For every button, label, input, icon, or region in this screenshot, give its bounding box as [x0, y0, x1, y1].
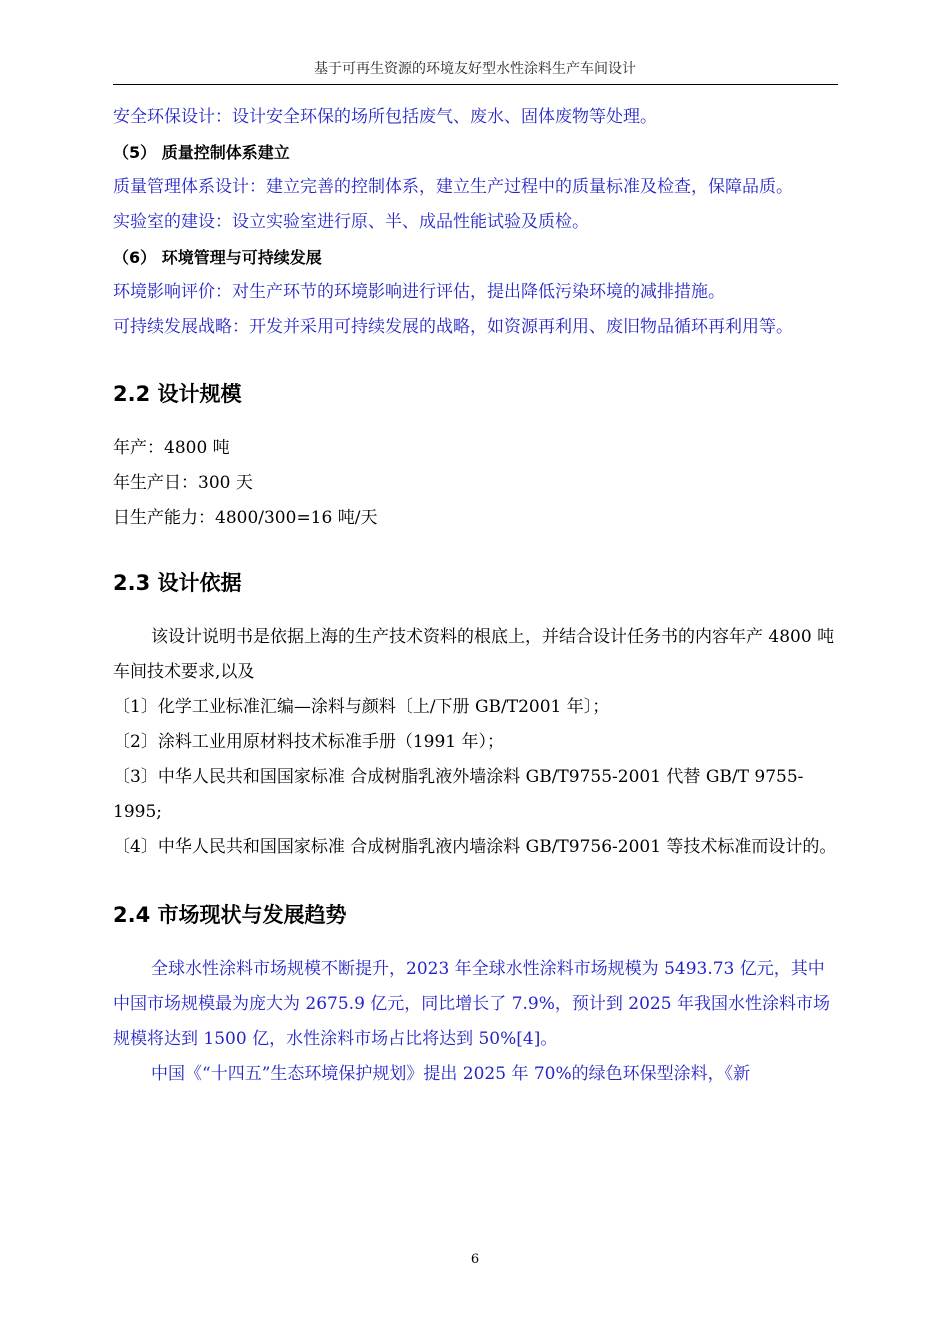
paragraph-market-size: 全球水性涂料市场规模不断提升，2023 年全球水性涂料市场规模为 5493.73 亿元，其中中国市场规模最为庞大为 2675.9 亿元，同比增长了 7.9%，预计到 2025 年我国水性涂料市场规模将达到 1500 亿，水性涂料市场占比将达到 50%[4]。	[113, 959, 830, 1049]
reference-4: 〔4〕中华人民共和国国家标准 合成树脂乳液内墙涂料 GB/T9756-2001 等技术标准而设计的。	[113, 837, 837, 857]
paragraph-basis-intro: 该设计说明书是依据上海的生产技术资料的根底上，并结合设计任务书的内容年产 4800 吨车间技术要求,以及	[113, 627, 835, 682]
heading-2-4: 2.4 市场现状与发展趋势	[113, 903, 347, 927]
annual-production-days: 年生产日：300 天	[113, 473, 253, 493]
reference-3: 〔3〕中华人民共和国国家标准 合成树脂乳液外墙涂料 GB/T9755-2001 代替 GB/T 9755-1995;	[113, 767, 804, 822]
annual-output: 年产：4800 吨	[113, 438, 230, 458]
paragraph-laboratory: 实验室的建设：设立实验室进行原、半、成品性能试验及质检。	[113, 212, 589, 232]
paragraph-safety-design: 安全环保设计：设计安全环保的场所包括废气、废水、固体废物等处理。	[113, 107, 657, 127]
reference-1: 〔1〕化学工业标准汇编—涂料与颜料〔上/下册 GB/T2001 年〕；	[113, 697, 610, 717]
header-rule	[113, 84, 838, 85]
paragraph-sustainability: 可持续发展战略：开发并采用可持续发展的战略，如资源再利用、废旧物品循环再利用等。	[113, 317, 793, 337]
heading-2-2: 2.2 设计规模	[113, 382, 242, 406]
reference-2: 〔2〕涂料工业用原材料技术标准手册（1991 年）；	[113, 732, 504, 752]
paragraph-policy: 中国《“十四五”生态环境保护规划》提出 2025 年 70%的绿色环保型涂料，《新	[151, 1064, 751, 1084]
running-header: 基于可再生资源的环境友好型水性涂料生产车间设计	[314, 61, 636, 77]
paragraph-quality-system: 质量管理体系设计：建立完善的控制体系，建立生产过程中的质量标准及检查，保障品质。	[113, 177, 793, 197]
page-number: 6	[470, 1252, 480, 1267]
daily-capacity: 日生产能力：4800/300=16 吨/天	[113, 508, 378, 528]
subheading-environment: （6） 环境管理与可持续发展	[113, 248, 322, 267]
page-body	[113, 100, 838, 1092]
heading-2-3: 2.3 设计依据	[113, 571, 242, 595]
paragraph-env-assessment: 环境影响评价：对生产环节的环境影响进行评估，提出降低污染环境的减排措施。	[113, 282, 725, 302]
subheading-quality-control: （5） 质量控制体系建立	[113, 143, 290, 162]
